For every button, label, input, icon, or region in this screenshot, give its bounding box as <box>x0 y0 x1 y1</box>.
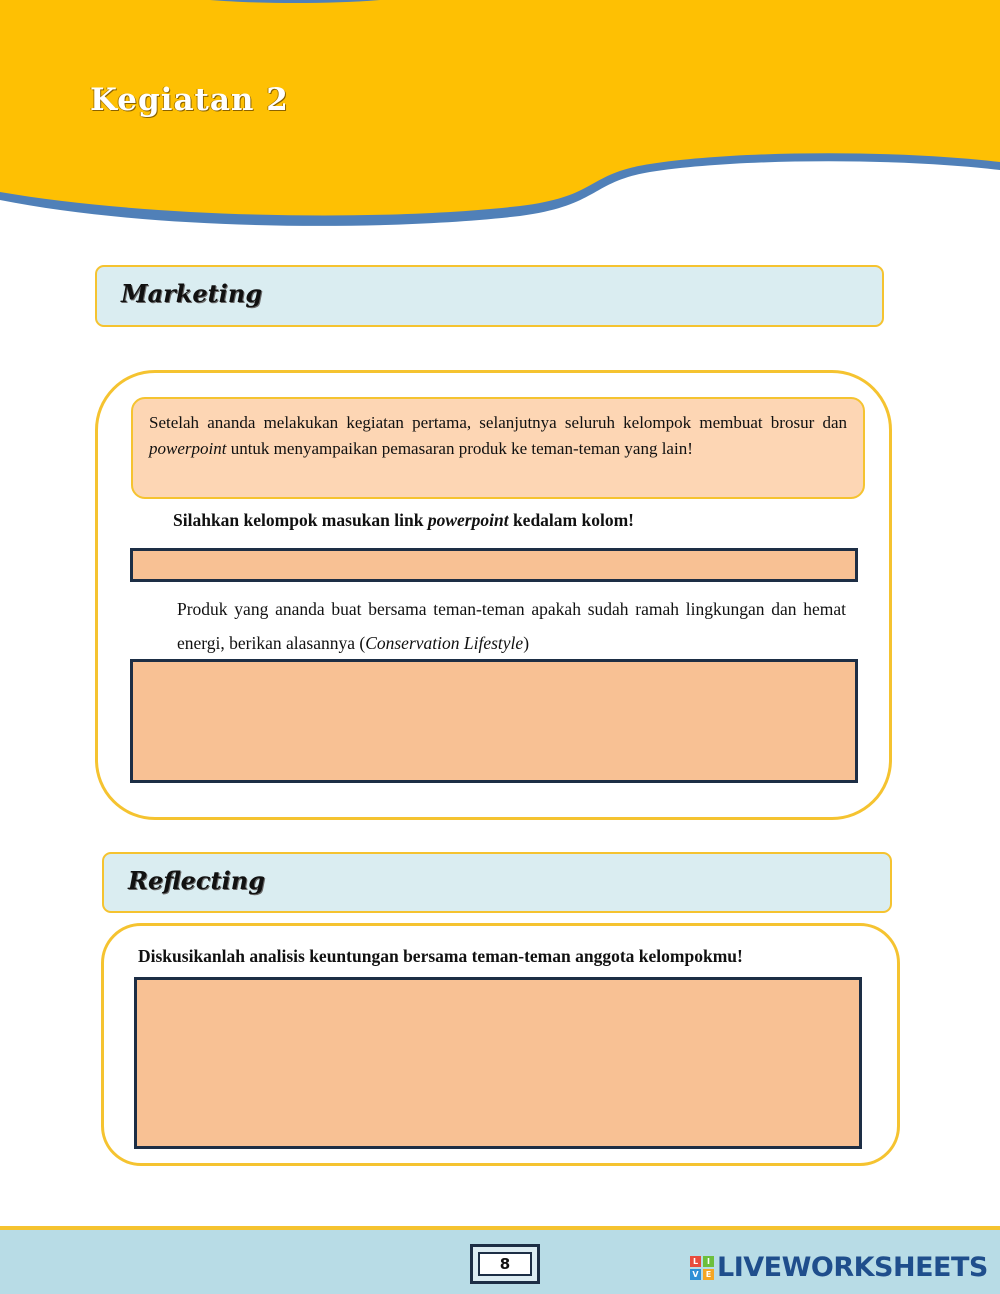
conservation-answer-input[interactable] <box>130 659 858 783</box>
link-prompt-text-2: kedalam kolom! <box>508 510 634 530</box>
reflecting-prompt: Diskusikanlah analisis keuntungan bersama teman-teman anggota kelompokmu! <box>138 946 743 966</box>
question-text-2: ) <box>523 633 530 653</box>
marketing-heading: Marketing <box>121 279 263 308</box>
link-prompt <box>173 510 634 531</box>
logo-cell-l: L <box>690 1256 701 1267</box>
logo-cell-v: V <box>690 1269 701 1280</box>
liveworksheets-logo-icon <box>690 1256 714 1280</box>
reflecting-heading: Reflecting <box>128 866 265 895</box>
logo-cell-e: E <box>703 1269 714 1280</box>
question-text-italic: Conservation Lifestyle <box>365 633 524 653</box>
powerpoint-link-input[interactable] <box>130 548 858 582</box>
page-number-box <box>470 1244 540 1284</box>
reflecting-answer-input[interactable] <box>134 977 862 1149</box>
conservation-question <box>177 592 846 660</box>
link-prompt-italic: powerpoint <box>427 510 509 530</box>
reflecting-section-header <box>102 852 892 913</box>
liveworksheets-brand-text: LIVEWORKSHEETS <box>717 1252 988 1283</box>
logo-cell-i: I <box>703 1256 714 1267</box>
instruction-text-1: Setelah ananda melakukan kegiatan pertama, selanjutnya seluruh kelompok membuat brosur dan <box>149 413 847 432</box>
instruction-text-italic: powerpoint <box>149 439 227 458</box>
footer-bar <box>0 1226 1000 1294</box>
question-text-1: Produk yang ananda buat bersama teman-teman apakah sudah ramah lingkungan dan hemat energi, berikan alasannya ( <box>177 599 846 653</box>
page-number: 8 <box>478 1252 532 1276</box>
page-title: Kegiatan 2 <box>90 82 289 118</box>
marketing-instruction <box>131 397 865 499</box>
instruction-text-2: untuk menyampaikan pemasaran produk ke teman-teman yang lain! <box>226 439 693 458</box>
marketing-section-header <box>95 265 884 327</box>
link-prompt-text-1: Silahkan kelompok masukan link <box>173 510 428 530</box>
header-banner <box>0 0 1000 240</box>
